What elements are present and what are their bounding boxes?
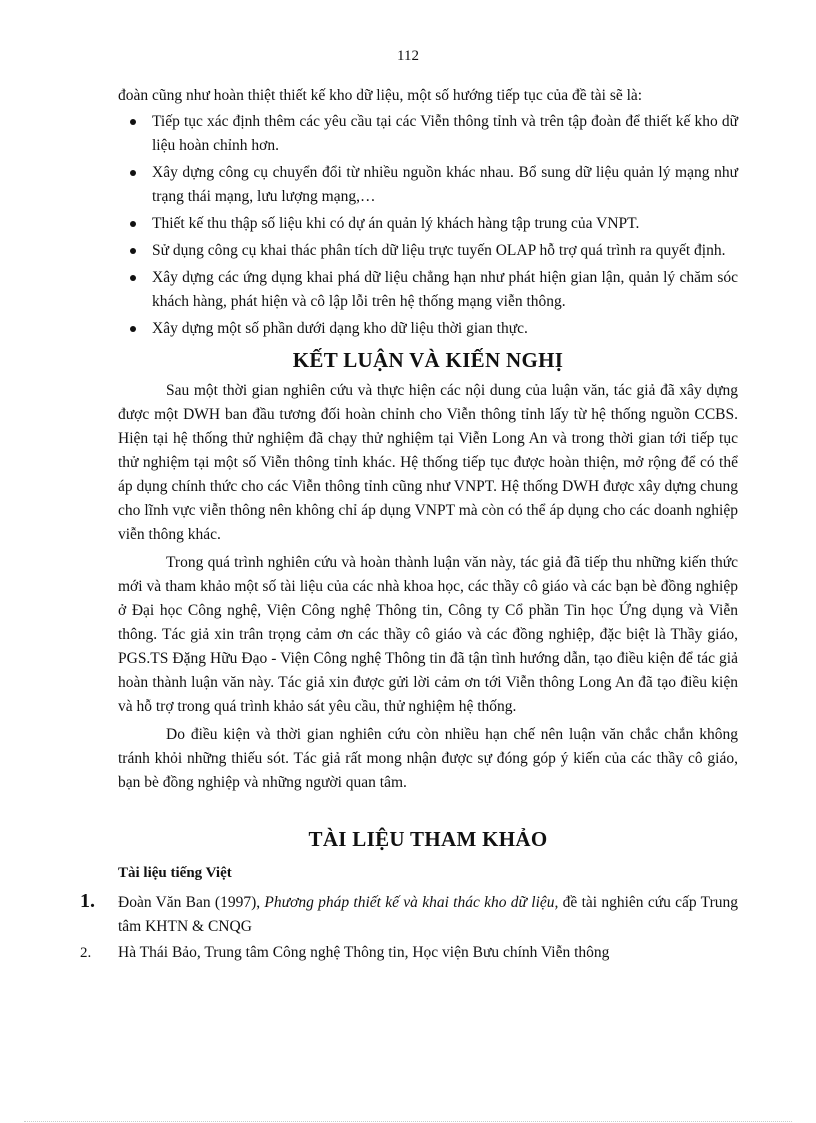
list-item [118, 317, 738, 341]
references-heading: TÀI LIỆU THAM KHẢO [308, 827, 548, 851]
list-item [118, 239, 738, 263]
intro-text: đoàn cũng như hoàn thiệt thiết kế kho dữ liệu, một số hướng tiếp tục của đề tài sẽ là: [118, 87, 643, 104]
conclusion-paragraph: Sau một thời gian nghiên cứu và thực hiện các nội dung của luận văn, tác giả đã xây dựng được một DWH ban đầu tương đối hoàn chỉnh cho Viễn thông tỉnh lấy từ hệ thống nguồn CCBS. Hiện tại hệ thống thử nghiệm đã chạy thử nghiệm tại Viễn Long An và trong thời gian tới tiếp tục thử nghiệm tại một số Viễn thông tỉnh khác. Hệ thống tiếp tục được hoàn thiện, mở rộng để có thể áp dụng chính thức cho các Viễn thông tỉnh cũng như VNPT. Hệ thống DWH được xây dựng chung cho lĩnh vực viễn thông nên không chỉ áp dụng VNPT mà còn có thể áp dụng cho các doanh nghiệp viễn thông khác. [118, 382, 738, 543]
list-item [118, 161, 738, 209]
list-item-text: Tiếp tục xác định thêm các yêu cầu tại các Viễn thông tỉnh và trên tập đoàn để thiết kế kho dữ liệu hoàn chỉnh hơn. [152, 113, 738, 154]
reference-text: Hà Thái Bảo, Trung tâm Công nghệ Thông tin, Học viện Bưu chính Viễn thông [118, 944, 610, 961]
conclusion-heading: KẾT LUẬN VÀ KIẾN NGHỊ [292, 348, 564, 372]
page-number: 112 [397, 48, 419, 64]
reference-author: Đoàn Văn Ban (1997), [118, 894, 265, 911]
list-item [118, 110, 738, 158]
page-bottom-divider [24, 1121, 792, 1122]
bullet-icon [130, 221, 136, 227]
reference-source: đề tài nghiên cứu cấp Trung tâm KHTN & CNQG [118, 894, 738, 935]
reference-title: Phương pháp thiết kế và khai thác kho dữ liệu, [264, 894, 559, 911]
reference-item [80, 890, 738, 939]
list-item-text: Xây dựng các ứng dụng khai phá dữ liệu chẳng hạn như phát hiện gian lận, quản lý chăm sóc khách hàng, phát hiện và cô lập lỗi trên hệ thống mạng viễn thông. [152, 269, 738, 310]
references-subheading: Tài liệu tiếng Việt [118, 865, 232, 881]
future-work-list [118, 110, 738, 341]
list-item-text: Sử dụng công cụ khai thác phân tích dữ liệu trực tuyến OLAP hỗ trợ quá trình ra quyết định. [152, 242, 726, 259]
reference-item [80, 941, 738, 965]
reference-number: 1. [80, 890, 95, 912]
page-content [80, 84, 738, 967]
conclusion-paragraph: Do điều kiện và thời gian nghiên cứu còn nhiều hạn chế nên luận văn chắc chắn không tránh khỏi những thiếu sót. Tác giả rất mong nhận được sự đóng góp ý kiến của các thầy cô giáo, bạn bè đồng nghiệp và những người quan tâm. [118, 726, 738, 791]
list-item-text: Xây dựng một số phần dưới dạng kho dữ liệu thời gian thực. [152, 320, 528, 337]
bullet-icon [130, 248, 136, 254]
list-item [118, 212, 738, 236]
reference-number: 2. [80, 945, 92, 961]
conclusion-paragraph: Trong quá trình nghiên cứu và hoàn thành luận văn này, tác giả đã tiếp thu những kiến thức mới và tham khảo một số tài liệu của các nhà khoa học, các thầy cô giáo và các bạn bè đồng nghiệp ở Đại học Công nghệ, Viện Công nghệ Thông tin, Công ty Cổ phần Tin học Ứng dụng và Viễn thông. Tác giả xin trân trọng cảm ơn các thầy cô giáo và các đồng nghiệp, đặc biệt là Thầy giáo, PGS.TS Đặng Hữu Đạo - Viện Công nghệ Thông tin đã tận tình hướng dẫn, tạo điều kiện để tác giả hoàn thành luận văn này. Tác giả xin được gửi lời cảm ơn tới Viễn thông Long An đã tạo điều kiện và hỗ trợ trong quá trình khảo sát yêu cầu, thử nghiệm hệ thống. [118, 554, 738, 715]
bullet-icon [130, 170, 136, 176]
bullet-icon [130, 119, 136, 125]
list-item-text: Xây dựng công cụ chuyển đổi từ nhiều nguồn khác nhau. Bổ sung dữ liệu quản lý mạng như trạng thái mạng, lưu lượng mạng,… [152, 164, 738, 205]
references-list [80, 890, 738, 965]
bullet-icon [130, 275, 136, 281]
list-item [118, 266, 738, 314]
list-item-text: Thiết kế thu thập số liệu khi có dự án quản lý khách hàng tập trung của VNPT. [152, 215, 640, 232]
bullet-icon [130, 326, 136, 332]
